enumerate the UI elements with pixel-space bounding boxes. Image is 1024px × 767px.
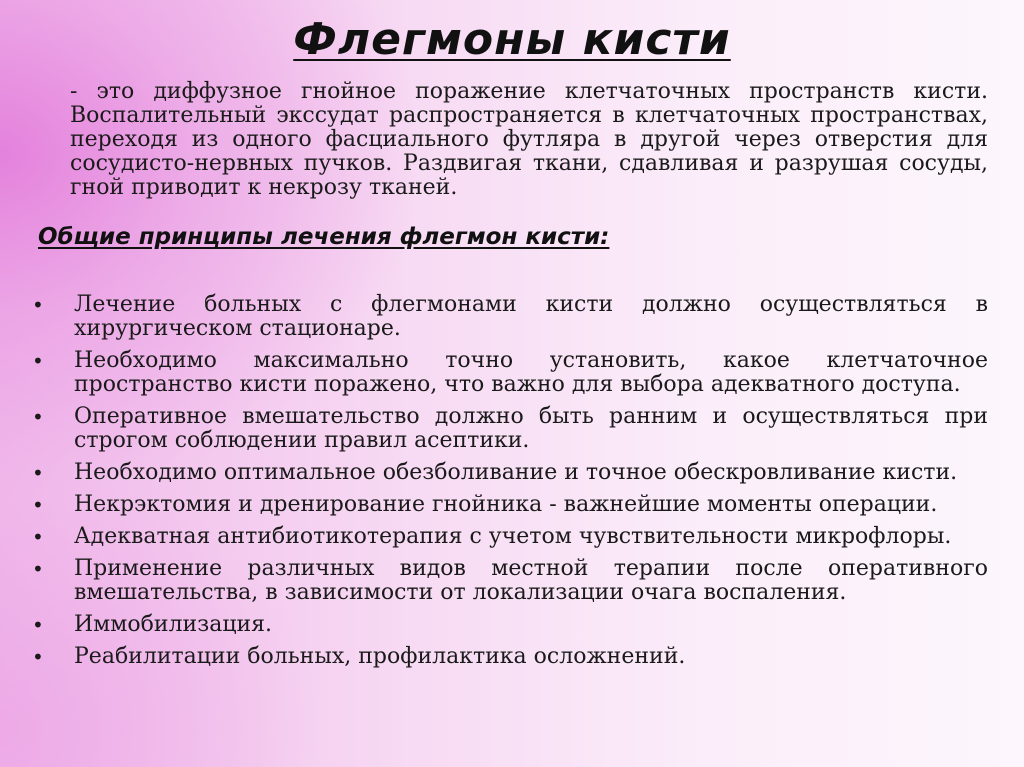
list-item-text: Необходимо оптимальное обезболивание и точное обескровливание кисти. bbox=[74, 460, 958, 485]
treatment-principles-list bbox=[32, 293, 988, 677]
list-item-text: Иммобилизация. bbox=[74, 612, 272, 637]
bullet-icon: • bbox=[32, 493, 44, 517]
list-item bbox=[32, 493, 988, 517]
bullet-icon: • bbox=[32, 349, 44, 373]
list-item bbox=[32, 293, 988, 341]
list-item-text: Некрэктомия и дренирование гнойника - важнейшие моменты операции. bbox=[74, 492, 938, 517]
list-item bbox=[32, 613, 988, 637]
bullet-icon: • bbox=[32, 557, 44, 581]
list-item bbox=[32, 461, 988, 485]
list-item bbox=[32, 405, 988, 453]
list-item-text: Необходимо максимально точно установить, какое клетчаточное пространство кисти поражено, что важно для выбора адекватного доступа. bbox=[74, 348, 988, 397]
list-item bbox=[32, 349, 988, 397]
list-item bbox=[32, 557, 988, 605]
bullet-icon: • bbox=[32, 613, 44, 637]
intro-paragraph: - это диффузное гнойное поражение клетчаточных пространств кисти. Воспалительный экссудат распространяется в клетчаточных пространствах, переходя из одного фасциального футляра в другой через отверстия для сосудисто-нервных пучков. Раздвигая ткани, сдавливая и разрушая сосуды, гной приводит к некрозу тканей. bbox=[70, 79, 988, 200]
list-item bbox=[32, 645, 988, 669]
bullet-icon: • bbox=[32, 293, 44, 317]
list-item-text: Реабилитации больных, профилактика осложнений. bbox=[74, 644, 686, 669]
list-item bbox=[32, 525, 988, 549]
list-item-text: Лечение больных с флегмонами кисти должно осуществляться в хирургическом стационаре. bbox=[74, 292, 988, 341]
list-item-text: Адекватная антибиотикотерапия с учетом чувствительности микрофлоры. bbox=[74, 524, 952, 549]
bullet-icon: • bbox=[32, 525, 44, 549]
list-item-text: Применение различных видов местной терапии после оперативного вмешательства, в зависимости от локализации очага воспаления. bbox=[74, 556, 988, 605]
list-item-text: Оперативное вмешательство должно быть ранним и осуществляться при строгом соблюдении правил асептики. bbox=[74, 404, 988, 453]
bullet-icon: • bbox=[32, 645, 44, 669]
slide-title: Флегмоны кисти bbox=[293, 14, 731, 65]
bullet-icon: • bbox=[32, 461, 44, 485]
bullet-icon: • bbox=[32, 405, 44, 429]
section-heading: Общие принципы лечения флегмон кисти: bbox=[38, 224, 610, 250]
